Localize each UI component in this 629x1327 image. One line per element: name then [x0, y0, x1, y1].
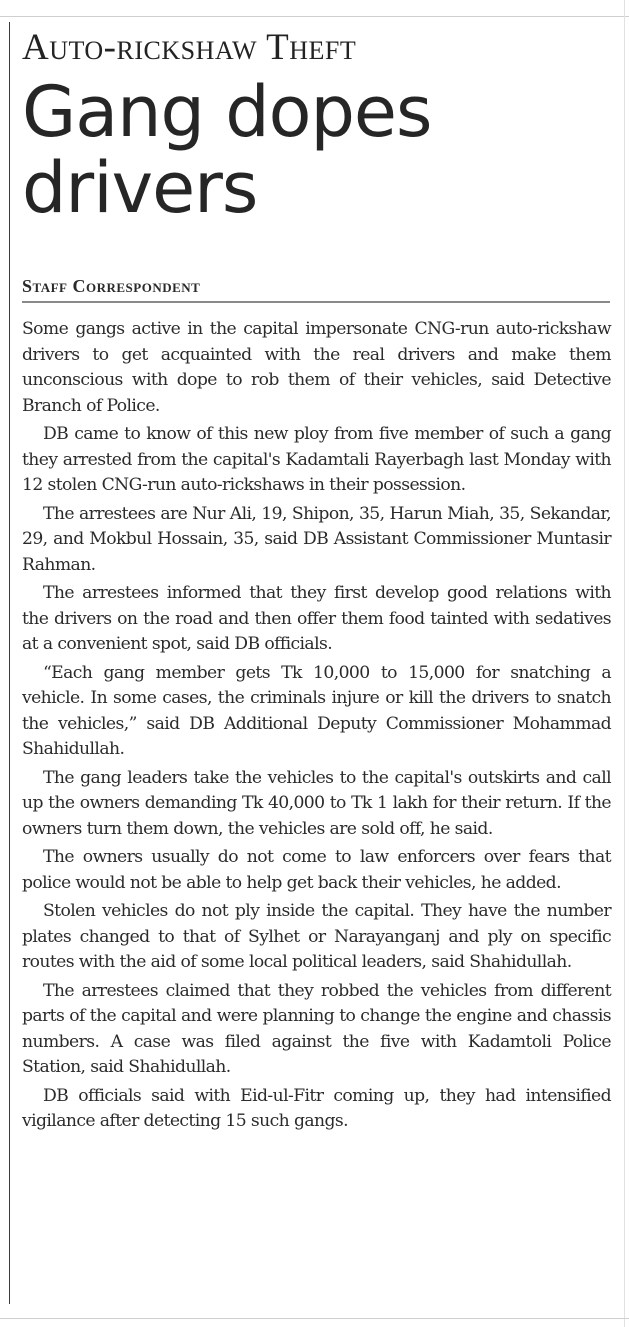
body-paragraph: Stolen vehicles do not ply inside the capital. They have the number plates changed to that of Sylhet or Narayanganj and ply on specific routes with the aid of some local political leaders, said Shahidullah. — [22, 901, 611, 972]
body-paragraph: DB came to know of this new ploy from five member of such a gang they arrested from the capital's Kadamtali Rayerbagh last Monday with 12 stolen CNG-run auto-rickshaws in their possession. — [22, 424, 611, 495]
body-paragraph: The arrestees are Nur Ali, 19, Shipon, 35, Harun Miah, 35, Sekandar, 29, and Mokbul Hossain, 35, said DB Assistant Commissioner Muntasir Rahman. — [22, 503, 611, 575]
body-paragraph: The gang leaders take the vehicles to the capital's outskirts and call up the owners demanding Tk 40,000 to Tk 1 lakh for their return. If the owners turn them down, the vehicles are sold off, he said. — [22, 767, 611, 839]
body-paragraph: DB officials said with Eid-ul-Fitr coming up, they had intensified vigilance after detecting 15 such gangs. — [22, 1085, 611, 1131]
article-headline — [22, 71, 622, 229]
top-edge-rule — [0, 16, 629, 17]
column-left-rule — [9, 22, 10, 1304]
body-paragraph: The arrestees informed that they first develop good relations with the drivers on the road and then offer them food tainted with sedatives at a convenient spot, said DB officials. — [22, 583, 611, 654]
headline-line-1: Gang dopes — [22, 71, 432, 153]
byline-divider — [22, 301, 610, 303]
article-body — [22, 317, 611, 1138]
article-kicker: Auto-rickshaw Theft — [22, 27, 357, 68]
headline-line-2: drivers — [22, 147, 258, 229]
body-paragraph: Some gangs active in the capital impersonate CNG-run auto-rickshaw drivers to get acquainted with the real drivers and make them unconscious with dope to rob them of their vehicles, said Detective Branch of Police. — [22, 319, 611, 416]
bottom-edge-rule — [0, 1318, 629, 1319]
right-edge-rule — [624, 0, 625, 1327]
body-paragraph: “Each gang member gets Tk 10,000 to 15,000 for snatching a vehicle. In some cases, the criminals injure or kill the drivers to snatch the vehicles,” said DB Additional Deputy Commissioner Mohammad Shahidullah. — [22, 662, 611, 759]
body-paragraph: The owners usually do not come to law enforcers over fears that police would not be able to help get back their vehicles, he added. — [22, 847, 611, 893]
body-paragraph: The arrestees claimed that they robbed the vehicles from different parts of the capital and were planning to change the engine and chassis numbers. A case was filed against the five with Kadamtoli Police Station, said Shahidullah. — [22, 980, 611, 1077]
article-byline: Staff Correspondent — [22, 276, 201, 296]
